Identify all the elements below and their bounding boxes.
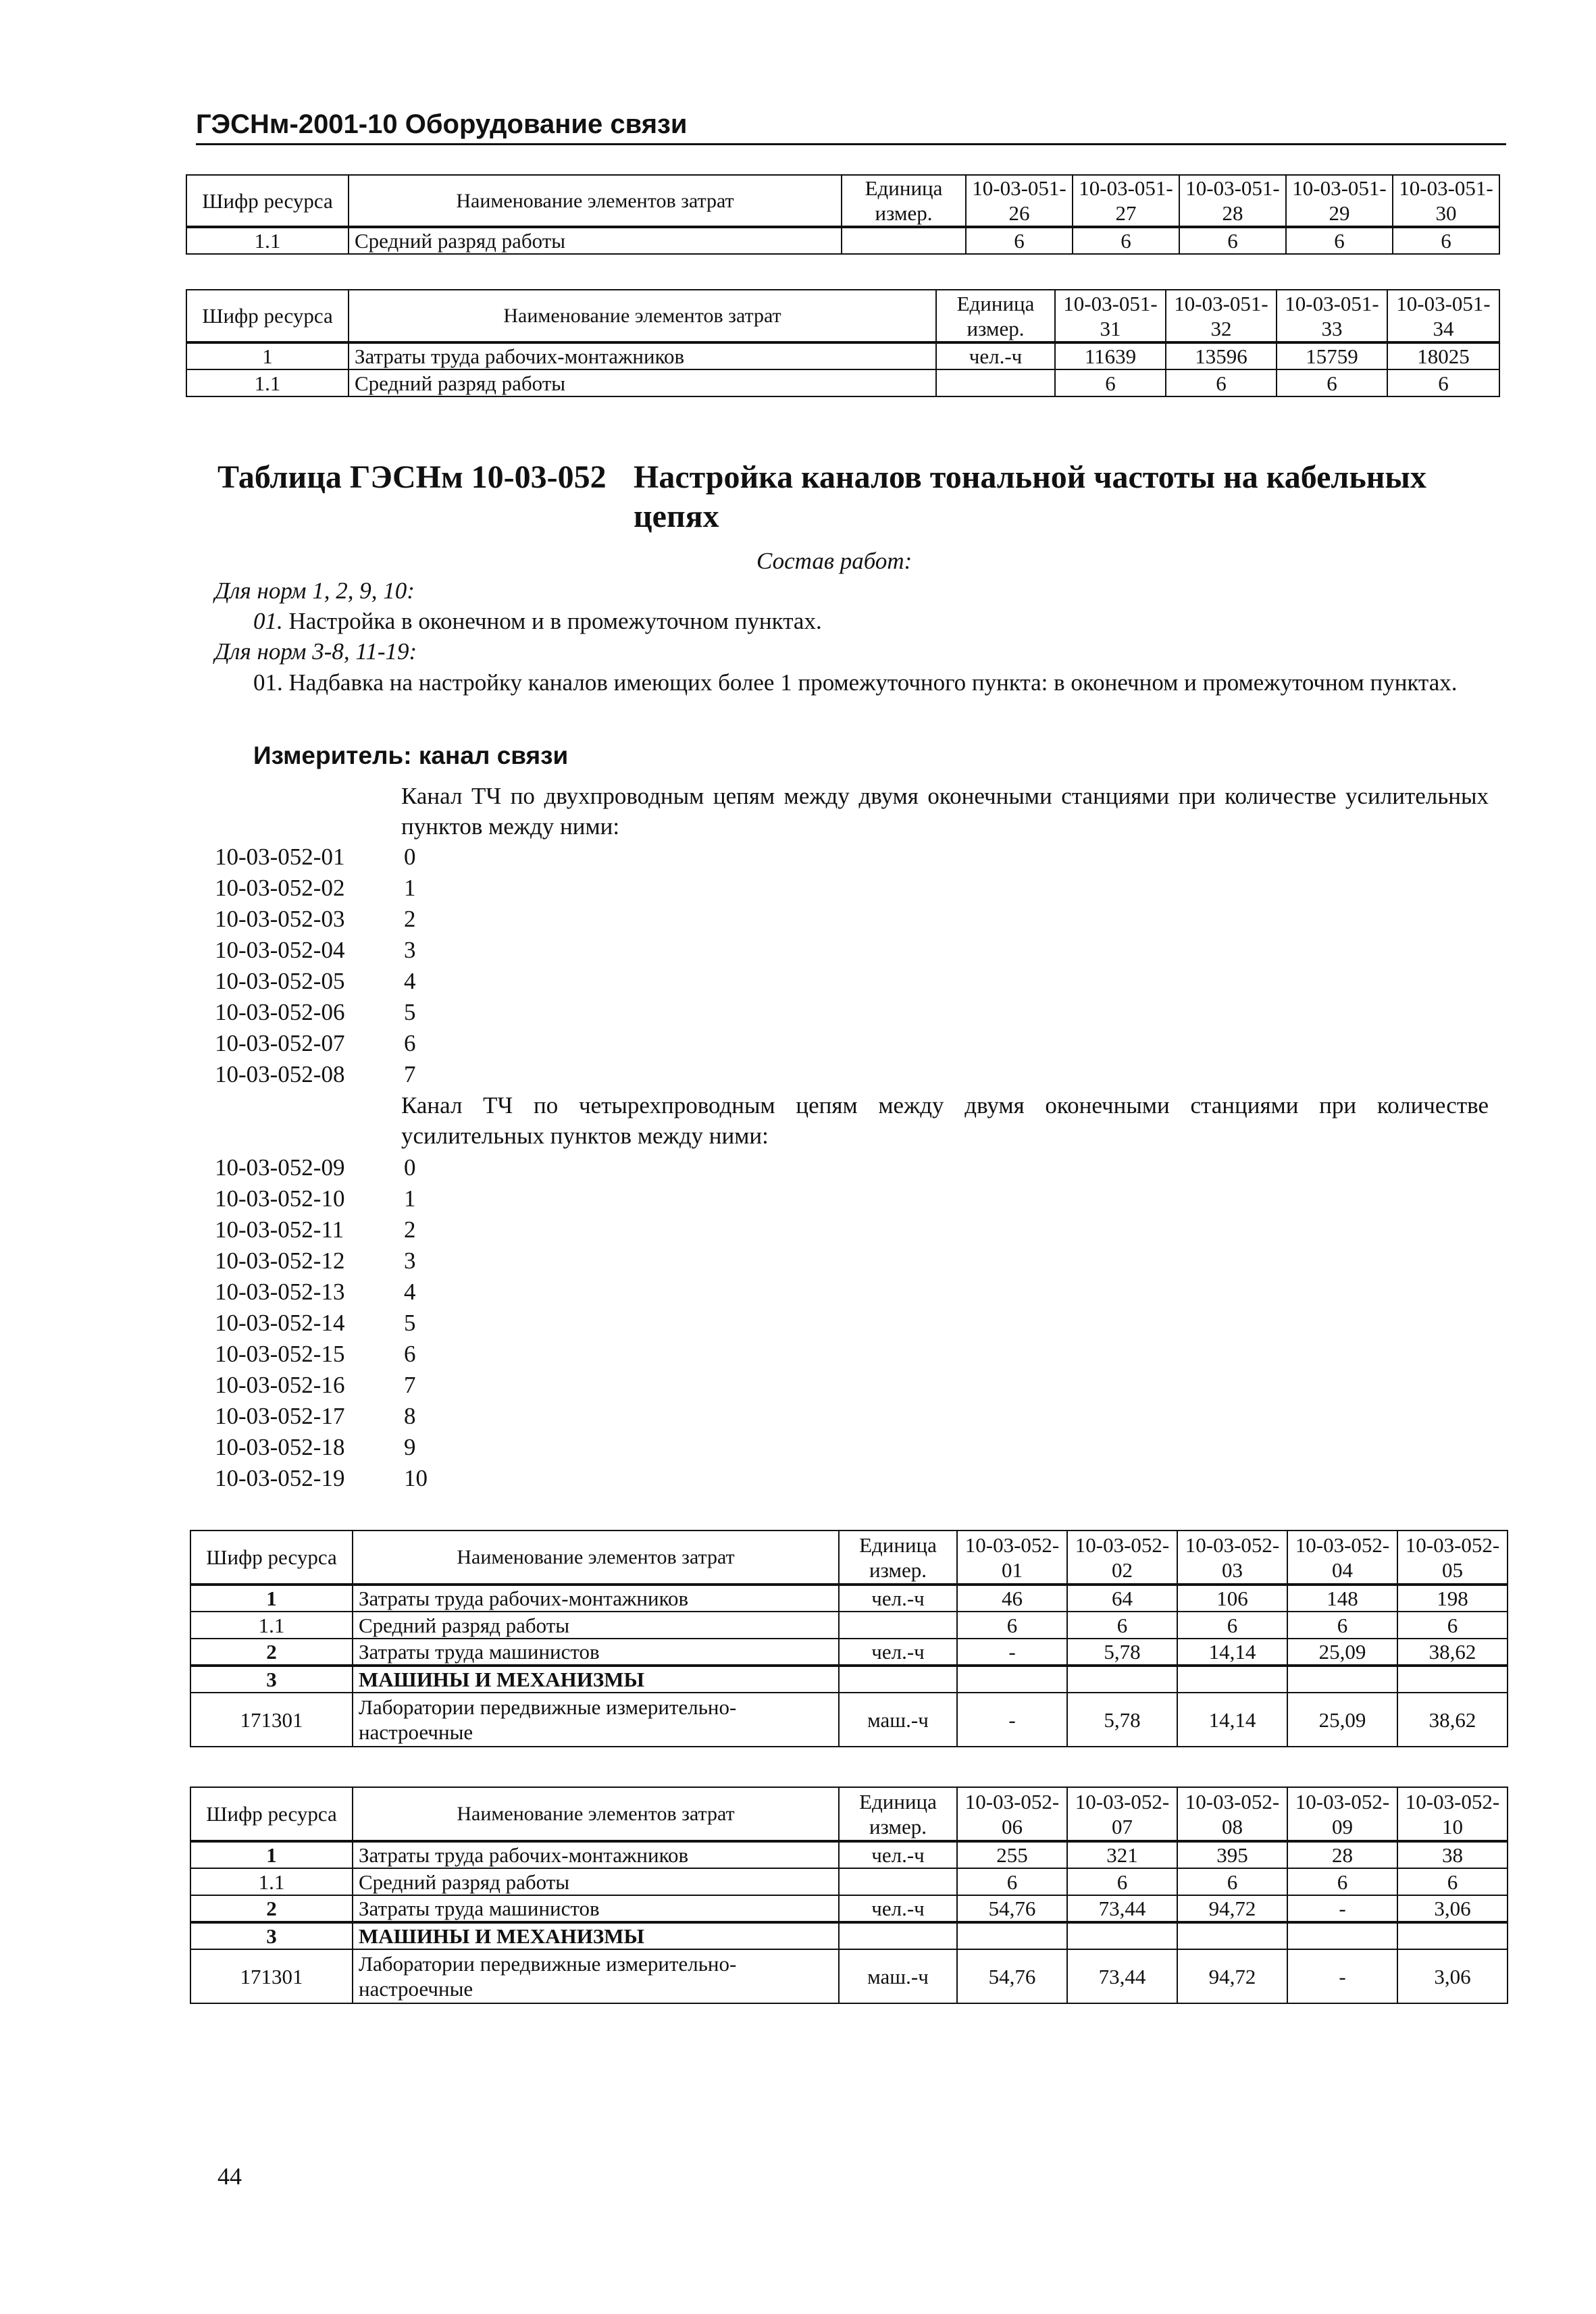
row-value	[957, 1922, 1067, 1949]
norm-code: 10-03-052-09	[215, 1154, 345, 1181]
list-item	[215, 1214, 428, 1245]
row-value: 148	[1287, 1585, 1397, 1612]
header-norm: 10-03-051-30	[1393, 175, 1499, 227]
row-code: 1.1	[190, 1612, 353, 1639]
group1-description: Канал ТЧ по двухпроводным цепям между двумя оконечными станциями при количестве усилительных пунктов между ними:	[401, 783, 1489, 840]
running-header: ГЭСНм-2001-10 Оборудование связи	[196, 109, 688, 139]
row-value: 6	[1177, 1868, 1287, 1895]
amplifier-count: 4	[404, 1279, 416, 1305]
table-header-row	[190, 1531, 1508, 1585]
row-value: 18025	[1387, 342, 1499, 369]
row-value: 6	[1067, 1612, 1177, 1639]
row-name: Средний разряд работы	[353, 1612, 839, 1639]
table-header-row	[190, 1787, 1508, 1841]
norm-code: 10-03-052-13	[215, 1279, 345, 1305]
row-value: 6	[1067, 1868, 1177, 1895]
row-value: 38,62	[1397, 1639, 1508, 1666]
row-value: 6	[1179, 227, 1286, 254]
row-code: 3	[190, 1922, 353, 1949]
list-item	[215, 1339, 428, 1370]
row-value: 6	[1287, 1612, 1397, 1639]
norm-code: 10-03-052-07	[215, 1030, 345, 1056]
amplifier-count: 7	[404, 1372, 416, 1398]
row-name: МАШИНЫ И МЕХАНИЗМЫ	[353, 1922, 839, 1949]
row-code: 2	[190, 1639, 353, 1666]
amplifier-count: 10	[404, 1465, 428, 1491]
row-name: Затраты труда машинистов	[353, 1639, 839, 1666]
row-value: -	[1287, 1949, 1397, 2003]
row-value	[1177, 1922, 1287, 1949]
row-value	[1397, 1666, 1508, 1693]
row-value: 11639	[1055, 342, 1166, 369]
table-row	[190, 1868, 1508, 1895]
norm-code: 10-03-052-03	[215, 906, 345, 932]
row-value: 38	[1397, 1841, 1508, 1868]
header-norm: 10-03-051-34	[1387, 290, 1499, 342]
list-item	[215, 873, 416, 904]
header-norm: 10-03-052-03	[1177, 1531, 1287, 1585]
row-value: 255	[957, 1841, 1067, 1868]
list-item	[215, 1028, 416, 1059]
amplifier-count: 2	[404, 1216, 416, 1243]
work-a	[253, 606, 822, 636]
row-value	[1397, 1922, 1508, 1949]
row-name: Затраты труда рабочих-монтажников	[353, 1585, 839, 1612]
amplifier-count: 9	[404, 1434, 416, 1460]
norm-code: 10-03-052-04	[215, 937, 345, 963]
row-unit: чел.-ч	[936, 342, 1055, 369]
header-code: Шифр ресурса	[190, 1531, 353, 1585]
row-value: 6	[1277, 369, 1387, 396]
row-name: Лаборатории передвижные измерительно-настроечные	[353, 1693, 839, 1747]
row-name: Затраты труда рабочих-монтажников	[353, 1841, 839, 1868]
row-value	[1067, 1666, 1177, 1693]
row-value: 6	[1286, 227, 1393, 254]
header-norm: 10-03-052-04	[1287, 1531, 1397, 1585]
header-code: Шифр ресурса	[190, 1787, 353, 1841]
row-value: 46	[957, 1585, 1067, 1612]
row-value: 54,76	[957, 1949, 1067, 2003]
table-row	[190, 1585, 1508, 1612]
row-value: 15759	[1277, 342, 1387, 369]
row-unit: маш.-ч	[839, 1693, 957, 1747]
row-value: 6	[966, 227, 1073, 254]
table-name-title: Настройка каналов тональной частоты на кабельных цепях	[634, 459, 1426, 534]
header-norm: 10-03-052-07	[1067, 1787, 1177, 1841]
amplifier-count: 6	[404, 1341, 416, 1367]
row-value	[957, 1666, 1067, 1693]
table-row	[186, 342, 1499, 369]
header-norm: 10-03-051-29	[1286, 175, 1393, 227]
norm-code: 10-03-052-18	[215, 1434, 345, 1460]
header-unit: Единица измер.	[839, 1531, 957, 1585]
list-item	[215, 1401, 428, 1432]
row-value: 321	[1067, 1841, 1177, 1868]
table-row	[190, 1639, 1508, 1666]
header-code: Шифр ресурса	[186, 290, 349, 342]
list-item	[215, 904, 416, 935]
resource-table-3	[190, 1530, 1508, 1747]
row-name: Лаборатории передвижные измерительно-настроечные	[353, 1949, 839, 2003]
table-row	[186, 369, 1499, 396]
row-value: 3,06	[1397, 1949, 1508, 2003]
header-norm: 10-03-052-10	[1397, 1787, 1508, 1841]
norm-code: 10-03-052-19	[215, 1465, 345, 1491]
header-name: Наименование элементов затрат	[349, 175, 842, 227]
amplifier-count: 5	[404, 999, 416, 1025]
row-value	[1177, 1666, 1287, 1693]
row-value: 28	[1287, 1841, 1397, 1868]
amplifier-count: 0	[404, 844, 416, 870]
header-code: Шифр ресурса	[186, 175, 349, 227]
table-row	[190, 1922, 1508, 1949]
row-name: Затраты труда рабочих-монтажников	[349, 342, 936, 369]
header-norm: 10-03-051-31	[1055, 290, 1166, 342]
norm-code: 10-03-052-12	[215, 1248, 345, 1274]
header-unit: Единица измер.	[839, 1787, 957, 1841]
row-value: -	[957, 1693, 1067, 1747]
row-value	[1287, 1666, 1397, 1693]
row-value: 6	[1397, 1612, 1508, 1639]
row-unit: маш.-ч	[839, 1949, 957, 2003]
row-value: 5,78	[1067, 1693, 1177, 1747]
row-value: 6	[1287, 1868, 1397, 1895]
list-item	[215, 1308, 428, 1339]
norm-code: 10-03-052-02	[215, 875, 345, 901]
header-norm: 10-03-051-32	[1166, 290, 1277, 342]
row-value: 94,72	[1177, 1949, 1287, 2003]
amplifier-count: 1	[404, 875, 416, 901]
table-row	[190, 1666, 1508, 1693]
row-code: 171301	[190, 1949, 353, 2003]
row-name: Средний разряд работы	[349, 227, 842, 254]
row-name: МАШИНЫ И МЕХАНИЗМЫ	[353, 1666, 839, 1693]
table-header-row	[186, 175, 1499, 227]
amplifier-count: 6	[404, 1030, 416, 1056]
list-item	[215, 1245, 428, 1277]
row-unit: чел.-ч	[839, 1639, 957, 1666]
row-value: 198	[1397, 1585, 1508, 1612]
norm-code: 10-03-052-16	[215, 1372, 345, 1398]
row-code: 1	[186, 342, 349, 369]
row-value: 94,72	[1177, 1895, 1287, 1922]
header-norm: 10-03-051-33	[1277, 290, 1387, 342]
norm-code: 10-03-052-01	[215, 844, 345, 870]
row-value: 106	[1177, 1585, 1287, 1612]
group2-code-list	[215, 1152, 428, 1494]
row-value: 6	[1397, 1868, 1508, 1895]
row-value: -	[1287, 1895, 1397, 1922]
norm-code: 10-03-052-11	[215, 1216, 344, 1243]
resource-table-4	[190, 1786, 1508, 2004]
table-row	[190, 1895, 1508, 1922]
row-unit	[839, 1922, 957, 1949]
norm-code: 10-03-052-05	[215, 968, 345, 994]
header-norm: 10-03-051-28	[1179, 175, 1286, 227]
row-value: 14,14	[1177, 1693, 1287, 1747]
table-row	[190, 1841, 1508, 1868]
row-value	[1067, 1922, 1177, 1949]
amplifier-count: 3	[404, 937, 416, 963]
amplifier-count: 4	[404, 968, 416, 994]
list-item	[215, 1152, 428, 1183]
header-norm: 10-03-052-08	[1177, 1787, 1287, 1841]
amplifier-count: 5	[404, 1310, 416, 1336]
row-value: 6	[1393, 227, 1499, 254]
page-number: 44	[217, 2163, 242, 2190]
table-row	[190, 1612, 1508, 1639]
row-value: 395	[1177, 1841, 1287, 1868]
row-value: 6	[1387, 369, 1499, 396]
norms-b-label: Для норм 3-8, 11-19:	[215, 638, 417, 665]
row-code: 2	[190, 1895, 353, 1922]
table-row	[190, 1693, 1508, 1747]
amplifier-count: 0	[404, 1154, 416, 1181]
composition-heading: Состав работ:	[756, 548, 912, 574]
row-unit	[839, 1868, 957, 1895]
row-value: 25,09	[1287, 1693, 1397, 1747]
group2-description: Канал ТЧ по четырехпроводным цепям между двумя оконечными станциями при количестве усилительных пунктов между ними:	[401, 1092, 1489, 1149]
table-number-title: Таблица ГЭСНм 10-03-052	[217, 459, 607, 495]
row-value: 6	[1177, 1612, 1287, 1639]
row-code: 1	[190, 1841, 353, 1868]
row-value: 25,09	[1287, 1639, 1397, 1666]
row-name: Средний разряд работы	[349, 369, 936, 396]
norm-code: 10-03-052-08	[215, 1061, 345, 1087]
row-code: 1	[190, 1585, 353, 1612]
list-item	[215, 842, 416, 873]
norm-code: 10-03-052-10	[215, 1185, 345, 1212]
group1-code-list	[215, 842, 416, 1090]
row-unit	[936, 369, 1055, 396]
norm-code: 10-03-052-14	[215, 1310, 345, 1336]
norm-code: 10-03-052-06	[215, 999, 345, 1025]
row-unit: чел.-ч	[839, 1895, 957, 1922]
list-item	[215, 1277, 428, 1308]
list-item	[215, 1370, 428, 1401]
list-item	[215, 1183, 428, 1214]
table-header-row	[186, 290, 1499, 342]
header-name: Наименование элементов затрат	[353, 1531, 839, 1585]
measure-label: Измеритель: канал связи	[253, 742, 569, 769]
row-value	[1287, 1922, 1397, 1949]
amplifier-count: 3	[404, 1248, 416, 1274]
row-value: 73,44	[1067, 1895, 1177, 1922]
list-item	[215, 935, 416, 966]
header-norm: 10-03-052-01	[957, 1531, 1067, 1585]
row-code: 1.1	[186, 227, 349, 254]
header-unit: Единица измер.	[842, 175, 966, 227]
row-name: Затраты труда машинистов	[353, 1895, 839, 1922]
norm-code: 10-03-052-15	[215, 1341, 345, 1367]
row-value: 73,44	[1067, 1949, 1177, 2003]
row-value: 6	[1055, 369, 1166, 396]
amplifier-count: 8	[404, 1403, 416, 1429]
header-unit: Единица измер.	[936, 290, 1055, 342]
row-value: 6	[1073, 227, 1179, 254]
row-unit	[839, 1612, 957, 1639]
row-value: 3,06	[1397, 1895, 1508, 1922]
row-code: 1.1	[186, 369, 349, 396]
resource-table-1	[186, 174, 1500, 255]
header-rule	[196, 143, 1506, 145]
row-value: 6	[1166, 369, 1277, 396]
header-norm: 10-03-051-27	[1073, 175, 1179, 227]
header-norm: 10-03-052-02	[1067, 1531, 1177, 1585]
amplifier-count: 7	[404, 1061, 416, 1087]
row-unit	[842, 227, 966, 254]
header-norm: 10-03-051-26	[966, 175, 1073, 227]
list-item	[215, 1463, 428, 1494]
list-item	[215, 997, 416, 1028]
resource-table-2	[186, 289, 1500, 397]
row-value: 13596	[1166, 342, 1277, 369]
row-code: 3	[190, 1666, 353, 1693]
table-row	[186, 227, 1499, 254]
row-unit: чел.-ч	[839, 1841, 957, 1868]
row-value: 5,78	[1067, 1639, 1177, 1666]
header-name: Наименование элементов затрат	[353, 1787, 839, 1841]
row-value: 64	[1067, 1585, 1177, 1612]
header-norm: 10-03-052-09	[1287, 1787, 1397, 1841]
row-value: 6	[957, 1868, 1067, 1895]
row-code: 1.1	[190, 1868, 353, 1895]
row-value: 38,62	[1397, 1693, 1508, 1747]
row-code: 171301	[190, 1693, 353, 1747]
list-item	[215, 966, 416, 997]
row-unit	[839, 1666, 957, 1693]
norms-a-label: Для норм 1, 2, 9, 10:	[215, 577, 415, 604]
header-name: Наименование элементов затрат	[349, 290, 936, 342]
row-name: Средний разряд работы	[353, 1868, 839, 1895]
amplifier-count: 1	[404, 1185, 416, 1212]
row-value: 54,76	[957, 1895, 1067, 1922]
work-a-number: 01.	[253, 608, 283, 634]
norm-code: 10-03-052-17	[215, 1403, 345, 1429]
list-item	[215, 1059, 416, 1090]
list-item	[215, 1432, 428, 1463]
work-a-text: Настройка в оконечном и в промежуточном пунктах.	[288, 608, 822, 634]
header-norm: 10-03-052-05	[1397, 1531, 1508, 1585]
header-norm: 10-03-052-06	[957, 1787, 1067, 1841]
amplifier-count: 2	[404, 906, 416, 932]
row-value: -	[957, 1639, 1067, 1666]
row-unit: чел.-ч	[839, 1585, 957, 1612]
work-b-text: 01. Надбавка на настройку каналов имеющих более 1 промежуточного пункта: в оконечном и промежуточном пунктах.	[253, 669, 1458, 696]
row-value: 14,14	[1177, 1639, 1287, 1666]
table-row	[190, 1949, 1508, 2003]
row-value: 6	[957, 1612, 1067, 1639]
